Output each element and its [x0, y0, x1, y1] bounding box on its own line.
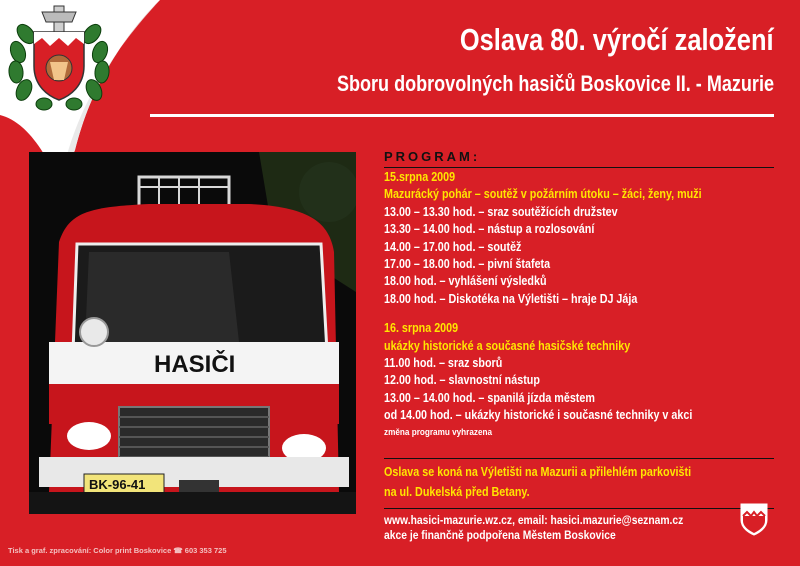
print-credit — [8, 546, 227, 555]
boskovice-crest-icon — [739, 502, 769, 536]
fire-truck-photo — [29, 152, 356, 514]
footer-divider — [384, 508, 774, 509]
section-gap — [384, 308, 784, 320]
day2-item: 12.00 hod. – slavnostní nástup — [384, 373, 540, 388]
day2-item: 11.00 hod. – sraz sborů — [384, 356, 503, 371]
venue-divider — [384, 458, 774, 459]
day2-item: 13.00 – 14.00 hod. – spanilá jízda městem — [384, 390, 595, 405]
print-credit-phone: 603 353 725 — [184, 546, 227, 555]
program-change-note: změna programu vyhrazena — [384, 426, 493, 438]
day1-event: Mazurácký pohár – soutěž v požárním útoku – žáci, ženy, muži — [384, 187, 702, 202]
venue-line: na ul. Dukelská před Betany. — [384, 485, 530, 499]
program-divider — [384, 167, 774, 168]
program-list — [384, 169, 784, 441]
day1-item: 18.00 hod. – Diskotéka na Výletišti – hraje DJ Jája — [384, 291, 638, 306]
venue-info — [384, 462, 784, 502]
contact-footer — [384, 513, 784, 543]
day1-item: 18.00 hod. – vyhlášení výsledků — [384, 274, 547, 289]
day1-item: 13.30 – 14.00 hod. – nástup a rozlosování — [384, 222, 595, 237]
title-divider — [150, 114, 774, 117]
day2-item: od 14.00 hod. – ukázky historické i současné techniky v akci — [384, 408, 693, 423]
truck-cab-sign: HASIČI — [154, 351, 236, 378]
day1-item: 14.00 – 17.00 hod. – soutěž — [384, 239, 522, 254]
day1-date: 15.srpna 2009 — [384, 170, 456, 184]
sponsor-line: akce je finančně podpořena Městem Boskovice — [384, 528, 616, 542]
poster-title: Oslava 80. výročí založení — [460, 22, 774, 57]
day1-item: 17.00 – 18.00 hod. – pivní štafeta — [384, 257, 551, 272]
day2-date: 16. srpna 2009 — [384, 321, 459, 336]
contact-line: www.hasici-mazurie.wz.cz, email: hasici.mazurie@seznam.cz — [384, 513, 684, 527]
day1-item: 13.00 – 13.30 hod. – sraz soutěžících družstev — [384, 204, 618, 219]
fire-truck-illustration — [29, 152, 356, 514]
fire-brigade-emblem — [4, 4, 114, 114]
license-plate: BK-96-41 — [89, 477, 146, 492]
program-heading: PROGRAM: — [384, 149, 481, 164]
poster-subtitle: Sboru dobrovolných hasičů Boskovice II. - Mazurie — [336, 71, 774, 96]
day2-event: ukázky historické a současné hasičské techniky — [384, 338, 631, 353]
phone-icon: ☎ — [173, 546, 183, 555]
print-credit-text: Tisk a graf. zpracování: Color print Boskovice — [8, 546, 172, 555]
venue-line: Oslava se koná na Výletišti na Mazurii a přilehlém parkovišti — [384, 465, 692, 479]
